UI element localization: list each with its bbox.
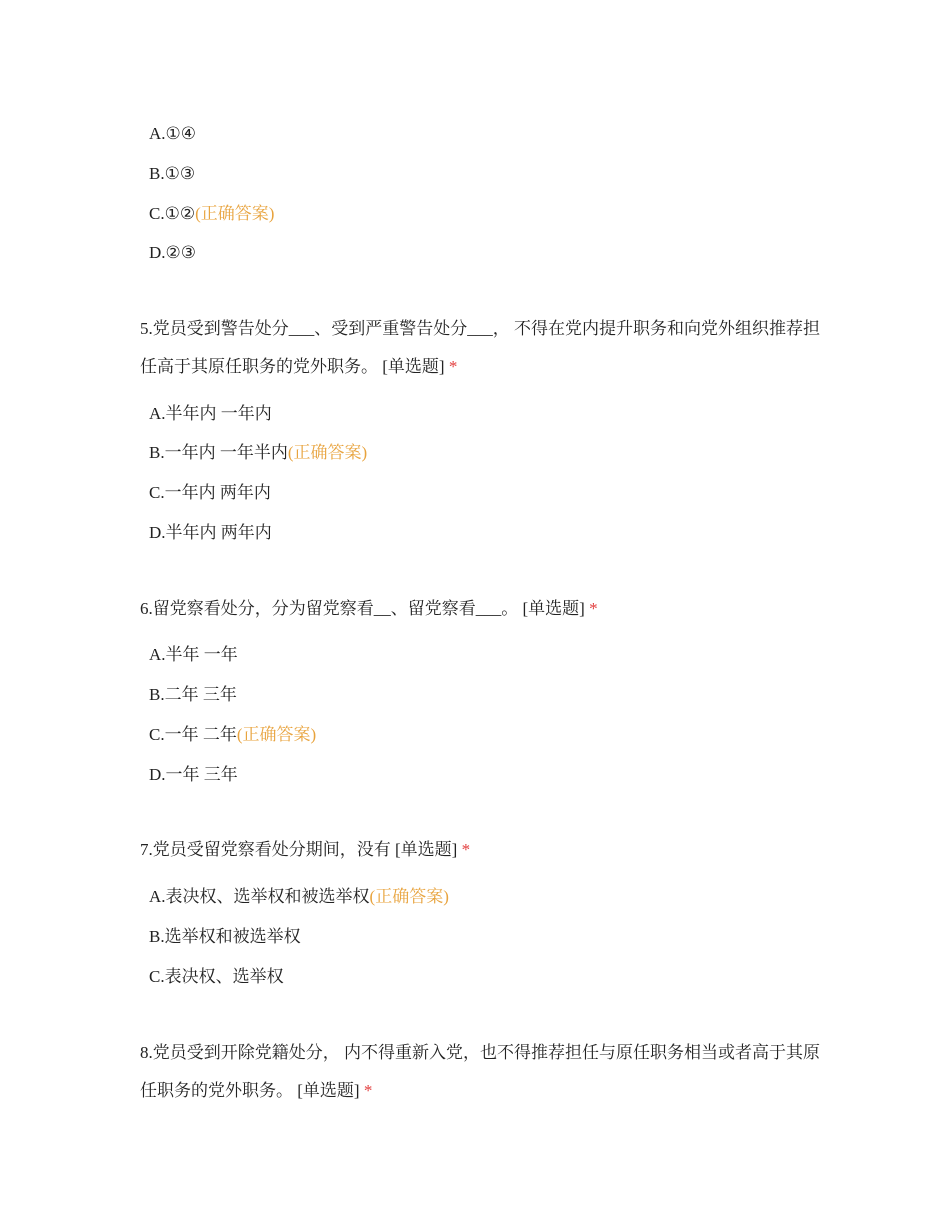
q5-option-b xyxy=(149,442,367,464)
option-text: A.①④ xyxy=(149,124,197,143)
q5-option-d xyxy=(149,522,272,544)
q4-option-b xyxy=(149,163,195,185)
correct-answer-label: (正确答案) xyxy=(236,725,317,744)
question-5 xyxy=(140,310,820,386)
option-text: A.半年 一年 xyxy=(149,645,238,664)
option-text: B.①③ xyxy=(149,164,196,183)
required-star: * xyxy=(589,599,598,618)
question-8 xyxy=(140,1034,820,1110)
question-text: 5.党员受到警告处分___、受到严重警告处分___， 不得在党内提升职务和向党外组织推荐担任高于其原任职务的党外职务。 [单选题] xyxy=(140,319,820,376)
question-text: 6.留党察看处分，分为留党察看__、留党察看___。 [单选题] xyxy=(140,599,585,618)
correct-answer-label: (正确答案) xyxy=(287,443,368,462)
required-star: * xyxy=(363,1081,373,1100)
question-text: 8.党员受到开除党籍处分， 内不得重新入党，也不得推荐担任与原任职务相当或者高于其原任职务的党外职务。 [单选题] xyxy=(140,1043,820,1100)
option-text: A.表决权、选举权和被选举权 xyxy=(149,887,370,906)
required-star: * xyxy=(448,357,458,376)
correct-answer-label: (正确答案) xyxy=(369,887,449,906)
q5-option-c xyxy=(149,482,271,504)
option-text: D.半年内 两年内 xyxy=(149,523,272,542)
option-text: C.表决权、选举权 xyxy=(149,967,284,986)
q7-option-b xyxy=(149,926,301,948)
option-text: D.一年 三年 xyxy=(149,765,238,784)
q4-option-c xyxy=(149,203,274,225)
option-text: B.一年内 一年半内 xyxy=(149,443,288,462)
option-text: D.②③ xyxy=(149,243,197,262)
correct-answer-label: (正确答案) xyxy=(195,204,275,223)
option-text: A.半年内 一年内 xyxy=(149,404,272,423)
q5-option-a xyxy=(149,403,272,425)
question-6 xyxy=(140,590,820,628)
q6-option-d xyxy=(149,764,238,786)
option-text: C.一年内 两年内 xyxy=(149,483,271,502)
option-text: B.选举权和被选举权 xyxy=(149,927,301,946)
q6-option-a xyxy=(149,644,238,666)
q6-option-b xyxy=(149,684,237,706)
q7-option-c xyxy=(149,966,284,988)
question-text: 7.党员受留党察看处分期间，没有 [单选题] xyxy=(140,840,458,859)
option-text: B.二年 三年 xyxy=(149,685,237,704)
q7-option-a xyxy=(149,886,449,908)
q4-option-a xyxy=(149,123,196,145)
q6-option-c xyxy=(149,724,316,746)
required-star: * xyxy=(461,840,471,859)
q4-option-d xyxy=(149,242,196,264)
option-text: C.一年 二年 xyxy=(149,725,237,744)
option-text: C.①② xyxy=(149,204,196,223)
question-7 xyxy=(140,831,820,869)
